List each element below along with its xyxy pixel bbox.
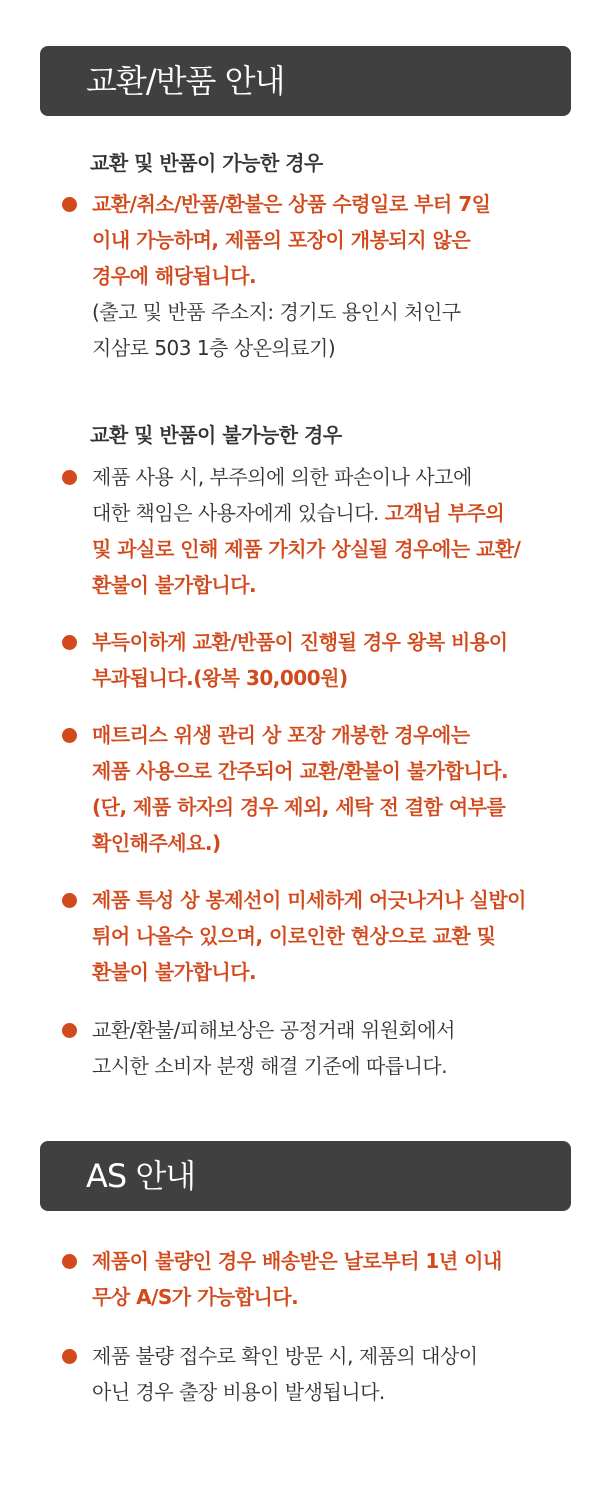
text-line: (단, 제품 하자의 경우 제외, 세탁 전 결함 여부를 <box>92 795 506 819</box>
text-line: 교환/취소/반품/환불은 상품 수령일로 부터 7일 <box>92 192 491 216</box>
text-line: 및 과실로 인해 제품 가치가 상실될 경우에는 교환/ <box>92 537 521 561</box>
text-line: 지삼로 503 1층 상온의료기) <box>92 336 336 360</box>
bullet-dot-icon <box>62 1349 77 1364</box>
text-line: 환불이 불가합니다. <box>92 573 257 597</box>
text-segment: 대한 책임은 사용자에게 있습니다. <box>92 501 385 525</box>
text-line: 제품 사용으로 간주되어 교환/환불이 불가합니다. <box>92 759 509 783</box>
text-line: 매트리스 위생 관리 상 포장 개봉한 경우에는 <box>92 723 470 747</box>
text-line: (출고 및 반품 주소지: 경기도 용인시 처인구 <box>92 300 461 324</box>
text-line: 튀어 나올수 있으며, 이로인한 현상으로 교환 및 <box>92 924 496 948</box>
exchange-impossible-item <box>62 717 562 861</box>
text-line: 제품이 불량인 경우 배송받은 날로부터 1년 이내 <box>92 1249 502 1273</box>
bullet-dot-icon <box>62 635 77 650</box>
exchange-impossible-subtitle: 교환 및 반품이 불가능한 경우 <box>90 423 342 447</box>
text-line: 부득이하게 교환/반품이 진행될 경우 왕복 비용이 <box>92 630 508 654</box>
bullet-dot-icon <box>62 1023 77 1038</box>
text-line: 무상 A/S가 가능합니다. <box>92 1285 299 1309</box>
exchange-return-title: 교환/반품 안내 <box>86 62 285 100</box>
exchange-impossible-item <box>62 624 562 696</box>
text-line: 제품 사용 시, 부주의에 의한 파손이나 사고에 <box>92 465 472 489</box>
exchange-possible-subtitle: 교환 및 반품이 가능한 경우 <box>90 151 323 175</box>
bullet-dot-icon <box>62 1254 77 1269</box>
as-item <box>62 1243 562 1315</box>
text-line: 부과됩니다.(왕복 30,000원) <box>92 666 348 690</box>
text-line: 확인해주세요.) <box>92 831 221 855</box>
as-header <box>40 1141 571 1211</box>
exchange-impossible-item <box>62 882 562 990</box>
text-line: 고시한 소비자 분쟁 해결 기준에 따릅니다. <box>92 1054 448 1078</box>
text-line <box>92 495 562 531</box>
text-line: 아닌 경우 출장 비용이 발생됩니다. <box>92 1380 385 1404</box>
exchange-impossible-item <box>62 459 562 603</box>
bullet-dot-icon <box>62 197 77 212</box>
as-item <box>62 1338 562 1410</box>
text-line: 제품 불량 접수로 확인 방문 시, 제품의 대상이 <box>92 1344 478 1368</box>
exchange-possible-item <box>62 186 562 366</box>
text-segment-accent: 고객님 부주의 <box>384 501 505 525</box>
text-line: 이내 가능하며, 제품의 포장이 개봉되지 않은 <box>92 228 471 252</box>
text-line: 환불이 불가합니다. <box>92 960 257 984</box>
bullet-dot-icon <box>62 728 77 743</box>
exchange-return-header <box>40 46 571 116</box>
text-line: 제품 특성 상 봉제선이 미세하게 어긋나거나 실밥이 <box>92 888 526 912</box>
as-title: AS 안내 <box>86 1157 196 1195</box>
bullet-dot-icon <box>62 893 77 908</box>
exchange-impossible-item <box>62 1012 562 1084</box>
text-line: 경우에 해당됩니다. <box>92 264 257 288</box>
bullet-dot-icon <box>62 470 77 485</box>
text-line: 교환/환불/피해보상은 공정거래 위원회에서 <box>92 1018 455 1042</box>
